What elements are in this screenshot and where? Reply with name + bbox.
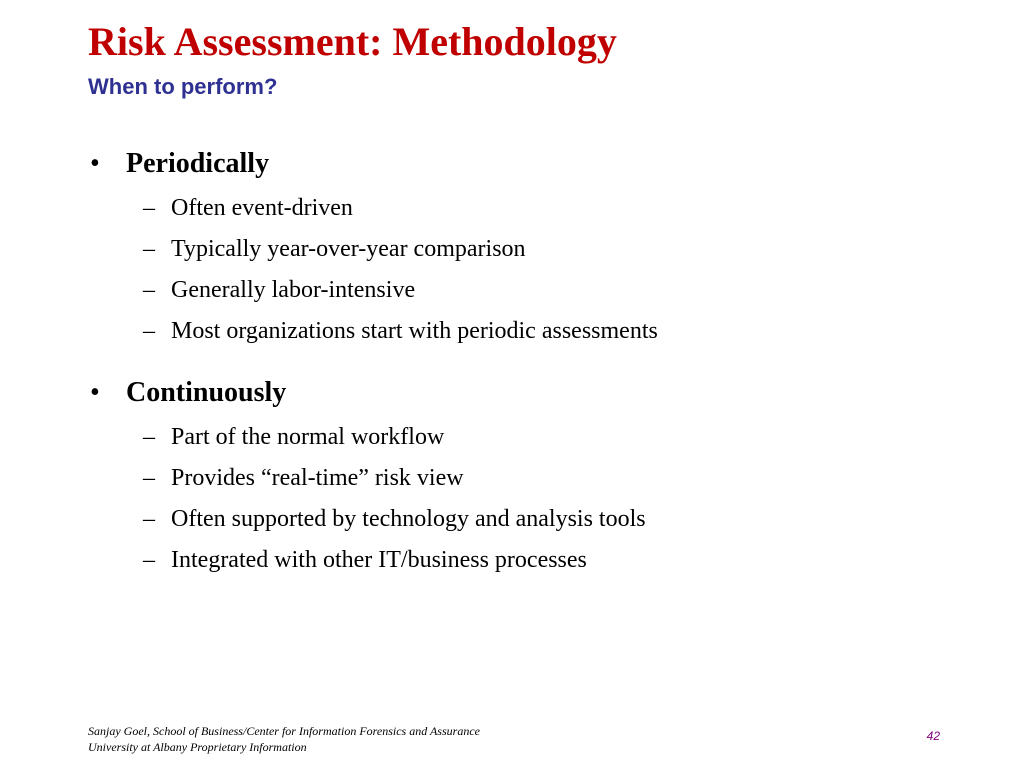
sub-item (143, 193, 353, 223)
bullet-dot: • (90, 377, 100, 408)
bullet-periodically (90, 148, 269, 180)
sub-item (143, 316, 658, 346)
sub-item (143, 463, 464, 493)
dash-symbol: – (143, 465, 155, 491)
sub-item (143, 422, 444, 452)
sub-item (143, 545, 587, 575)
dash-symbol: – (143, 547, 155, 573)
sub-item-text: Part of the normal workflow (171, 424, 445, 450)
dash-symbol: – (143, 236, 155, 262)
sub-item-text: Integrated with other IT/business processes (171, 547, 587, 573)
bullet-dot: • (90, 148, 100, 179)
dash-symbol: – (143, 277, 155, 303)
dash-symbol: – (143, 195, 155, 221)
sub-item-text: Provides “real-time” risk view (171, 465, 464, 491)
bullet-continuously (90, 377, 286, 409)
sub-item-text: Often supported by technology and analysis tools (171, 506, 646, 532)
slide-subtitle: When to perform? (88, 74, 278, 99)
sub-item (143, 504, 646, 534)
dash-symbol: – (143, 424, 155, 450)
footer-line-author: Sanjay Goel, School of Business/Center for Information Forensics and Assurance (88, 724, 480, 738)
dash-symbol: – (143, 318, 155, 344)
footer-line-proprietary: University at Albany Proprietary Information (88, 740, 307, 754)
slide-title: Risk Assessment: Methodology (88, 19, 617, 64)
bullet-label: Continuously (126, 377, 287, 408)
page-number: 42 (926, 729, 940, 743)
footer (88, 723, 480, 755)
sub-item (143, 234, 526, 264)
dash-symbol: – (143, 506, 155, 532)
sub-item-text: Generally labor-intensive (171, 277, 416, 303)
bullet-label: Periodically (126, 148, 270, 179)
sub-item-text: Typically year-over-year comparison (171, 236, 526, 262)
sub-item-text: Most organizations start with periodic assessments (171, 318, 658, 344)
sub-item-text: Often event-driven (171, 195, 353, 221)
sub-item (143, 275, 415, 305)
